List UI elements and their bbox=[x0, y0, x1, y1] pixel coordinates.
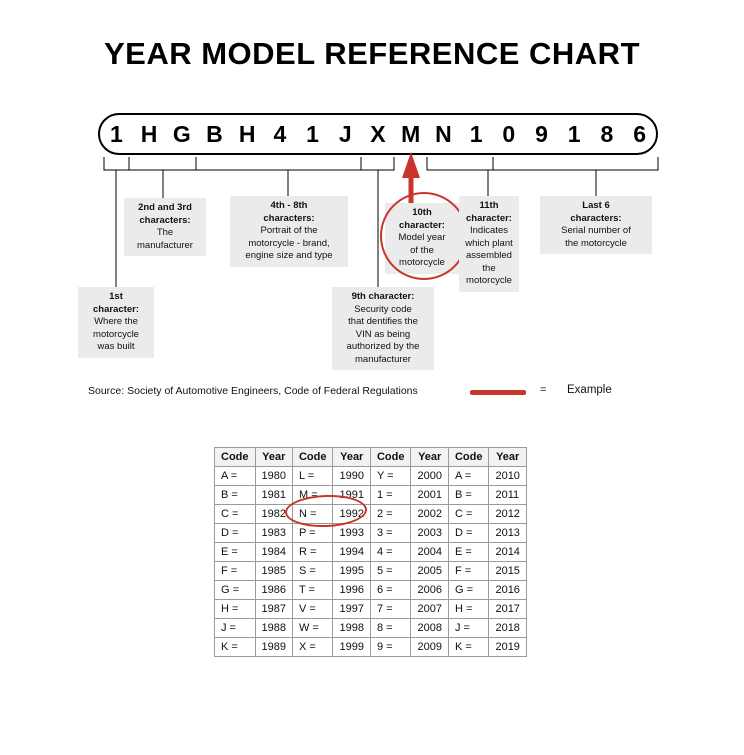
callout-last-six-line-3: Serial number of bbox=[561, 225, 631, 237]
cell-code: H = bbox=[448, 600, 489, 619]
cell-year: 2007 bbox=[411, 600, 448, 619]
callout-tenth-line-4: of the bbox=[410, 244, 434, 256]
cell-code: F = bbox=[215, 562, 256, 581]
vin-char-9: X bbox=[370, 120, 386, 147]
callout-eleventh-line-2: character: bbox=[466, 212, 512, 224]
cell-code: W = bbox=[292, 619, 333, 638]
vin-char-10: M bbox=[401, 120, 421, 147]
table-row bbox=[215, 581, 527, 600]
cell-code: 4 = bbox=[370, 543, 411, 562]
cell-year: 2006 bbox=[411, 581, 448, 600]
callout-first-character-line-1: 1st bbox=[109, 291, 123, 302]
vin-char-7: 1 bbox=[306, 120, 319, 147]
cell-code: H = bbox=[215, 600, 256, 619]
callout-tenth-line-5: motorcycle bbox=[399, 257, 445, 269]
cell-code: N = bbox=[292, 505, 333, 524]
cell-year: 2011 bbox=[489, 486, 526, 505]
cell-year: 2010 bbox=[489, 467, 526, 486]
cell-code: T = bbox=[292, 581, 333, 600]
vin-char-16: 8 bbox=[600, 120, 614, 147]
table-row bbox=[215, 505, 527, 524]
year-code-table-container bbox=[214, 447, 527, 657]
cell-year: 2013 bbox=[489, 524, 526, 543]
cell-code: Y = bbox=[370, 467, 411, 486]
cell-code: X = bbox=[292, 638, 333, 657]
callout-first-character-line-4: motorcycle bbox=[93, 328, 139, 340]
cell-year: 2019 bbox=[489, 638, 526, 657]
cell-year: 1995 bbox=[333, 562, 370, 581]
cell-year: 1989 bbox=[255, 638, 292, 657]
vin-char-15: 1 bbox=[567, 120, 581, 147]
cell-code: C = bbox=[448, 505, 489, 524]
cell-year: 2012 bbox=[489, 505, 526, 524]
table-row bbox=[215, 619, 527, 638]
callout-ninth-line-2: Security code bbox=[354, 303, 412, 315]
cell-year: 1983 bbox=[255, 524, 292, 543]
cell-year: 1987 bbox=[255, 600, 292, 619]
table-row bbox=[215, 467, 527, 486]
cell-code: D = bbox=[215, 524, 256, 543]
cell-year: 1986 bbox=[255, 581, 292, 600]
cell-year: 2017 bbox=[489, 600, 526, 619]
page-title: YEAR MODEL REFERENCE CHART bbox=[103, 36, 641, 71]
table-row bbox=[215, 543, 527, 562]
vin-char-12: 1 bbox=[469, 120, 483, 147]
cell-code: J = bbox=[215, 619, 256, 638]
cell-code: G = bbox=[215, 581, 256, 600]
callout-tenth-line-2: character: bbox=[399, 219, 445, 231]
cell-code: 2 = bbox=[370, 505, 411, 524]
cell-year: 2015 bbox=[489, 562, 526, 581]
callout-second-third-line-4: manufacturer bbox=[137, 239, 193, 251]
col-header-code-4: Code bbox=[448, 448, 489, 467]
legend-equals-sign: = bbox=[540, 384, 547, 396]
vin-char-17: 6 bbox=[633, 120, 646, 147]
year-code-table bbox=[214, 447, 527, 657]
cell-year: 1980 bbox=[255, 467, 292, 486]
callout-second-third-line-2: characters: bbox=[139, 214, 191, 226]
vin-bar bbox=[98, 113, 658, 155]
cell-code: K = bbox=[448, 638, 489, 657]
cell-year: 2009 bbox=[411, 638, 448, 657]
cell-year: 2014 bbox=[489, 543, 526, 562]
cell-code: 9 = bbox=[370, 638, 411, 657]
cell-year-highlighted: 1991 bbox=[333, 486, 370, 505]
callout-eleventh-line-1: 11th bbox=[479, 200, 499, 211]
source-note: Source: Society of Automotive Engineers, Code of Federal Regulations bbox=[88, 385, 418, 397]
vin-char-14: 9 bbox=[535, 120, 548, 147]
cell-code: C = bbox=[215, 505, 256, 524]
cell-code-highlighted: M = bbox=[292, 486, 333, 505]
cell-year: 1988 bbox=[255, 619, 292, 638]
cell-year: 1984 bbox=[255, 543, 292, 562]
cell-year: 1997 bbox=[333, 600, 370, 619]
vin-char-11: N bbox=[435, 120, 452, 147]
cell-year: 2008 bbox=[411, 619, 448, 638]
cell-code: 8 = bbox=[370, 619, 411, 638]
callout-ninth-character bbox=[332, 287, 434, 370]
table-row bbox=[215, 524, 527, 543]
callout-eleventh-character bbox=[459, 196, 519, 292]
vin-char-2: H bbox=[140, 120, 158, 147]
callout-fourth-eighth-line-1: 4th - 8th bbox=[270, 200, 308, 211]
col-header-year-1: Year bbox=[255, 448, 292, 467]
table-row bbox=[215, 638, 527, 657]
vin-char-13: 0 bbox=[502, 120, 516, 147]
callout-first-character-line-2: character: bbox=[93, 303, 139, 315]
vin-char-4: B bbox=[206, 120, 223, 147]
cell-code: K = bbox=[215, 638, 256, 657]
callout-eleventh-line-5: assembled bbox=[466, 250, 512, 262]
cell-code: 5 = bbox=[370, 562, 411, 581]
cell-code: 6 = bbox=[370, 581, 411, 600]
col-header-year-4: Year bbox=[489, 448, 526, 467]
callout-fourth-eighth-characters bbox=[230, 196, 348, 267]
callout-ninth-line-1: 9th character: bbox=[351, 291, 415, 302]
callout-ninth-line-6: manufacturer bbox=[355, 353, 411, 365]
cell-code: 3 = bbox=[370, 524, 411, 543]
table-header-row bbox=[215, 448, 527, 467]
callout-last-six-line-4: the motorcycle bbox=[565, 237, 627, 249]
callout-ninth-line-3: that dentifies the bbox=[348, 316, 418, 328]
cell-year: 1990 bbox=[333, 467, 370, 486]
cell-year: 2001 bbox=[411, 486, 448, 505]
cell-year: 2016 bbox=[489, 581, 526, 600]
cell-code: 1 = bbox=[370, 486, 411, 505]
cell-year: 2018 bbox=[489, 619, 526, 638]
callout-eleventh-line-7: motorcycle bbox=[466, 275, 512, 287]
callout-second-third-line-3: The bbox=[156, 227, 174, 239]
col-header-code-2: Code bbox=[292, 448, 333, 467]
vin-char-8: J bbox=[338, 120, 352, 147]
callout-last-six-characters bbox=[540, 196, 652, 254]
table-row bbox=[215, 562, 527, 581]
cell-year: 1981 bbox=[255, 486, 292, 505]
table-row bbox=[215, 486, 527, 505]
cell-year: 2005 bbox=[411, 562, 448, 581]
cell-code: P = bbox=[292, 524, 333, 543]
vin-char-3: G bbox=[172, 120, 191, 147]
callout-first-character-line-5: was built bbox=[97, 341, 135, 353]
callout-last-six-line-1: Last 6 bbox=[582, 200, 610, 211]
callout-tenth-line-3: Model year bbox=[398, 232, 446, 244]
cell-code: B = bbox=[448, 486, 489, 505]
callout-first-character bbox=[78, 287, 154, 358]
col-header-year-3: Year bbox=[411, 448, 448, 467]
callout-fourth-eighth-line-5: engine size and type bbox=[245, 250, 333, 262]
callout-first-character-line-3: Where the bbox=[94, 316, 138, 328]
cell-year: 2002 bbox=[411, 505, 448, 524]
vin-char-6: 4 bbox=[273, 120, 287, 147]
cell-code: S = bbox=[292, 562, 333, 581]
callout-second-third-characters bbox=[124, 198, 206, 256]
cell-year: 1994 bbox=[333, 543, 370, 562]
callout-eleventh-line-4: which plant bbox=[465, 237, 513, 249]
cell-code: D = bbox=[448, 524, 489, 543]
callout-ninth-line-5: authorized by the bbox=[346, 341, 420, 353]
vin-char-5: H bbox=[238, 120, 256, 147]
cell-code: B = bbox=[215, 486, 256, 505]
cell-year: 1998 bbox=[333, 619, 370, 638]
legend-example-label: Example bbox=[567, 384, 612, 396]
cell-code: L = bbox=[292, 467, 333, 486]
vin-char-1: 1 bbox=[109, 120, 123, 147]
cell-code: R = bbox=[292, 543, 333, 562]
cell-code: F = bbox=[448, 562, 489, 581]
col-header-code-3: Code bbox=[370, 448, 411, 467]
callout-ninth-line-4: VIN as being bbox=[355, 328, 411, 340]
cell-year: 1999 bbox=[333, 638, 370, 657]
cell-year: 2004 bbox=[411, 543, 448, 562]
cell-year: 2000 bbox=[411, 467, 448, 486]
callout-eleventh-line-3: Indicates bbox=[469, 225, 509, 237]
cell-code: G = bbox=[448, 581, 489, 600]
cell-year: 2003 bbox=[411, 524, 448, 543]
callout-tenth-character bbox=[385, 203, 459, 274]
cell-code: 7 = bbox=[370, 600, 411, 619]
callout-last-six-line-2: characters: bbox=[570, 212, 622, 224]
cell-code: V = bbox=[292, 600, 333, 619]
col-header-year-2: Year bbox=[333, 448, 370, 467]
cell-year: 1992 bbox=[333, 505, 370, 524]
cell-code: A = bbox=[215, 467, 256, 486]
callout-tenth-line-1: 10th bbox=[412, 207, 432, 218]
callout-eleventh-line-6: the bbox=[482, 262, 496, 274]
vin-bar-container bbox=[98, 113, 658, 155]
callout-second-third-line-1: 2nd and 3rd bbox=[138, 202, 192, 213]
cell-code: E = bbox=[448, 543, 489, 562]
cell-year: 1993 bbox=[333, 524, 370, 543]
cell-year: 1996 bbox=[333, 581, 370, 600]
cell-year: 1985 bbox=[255, 562, 292, 581]
legend-example-bar bbox=[470, 390, 526, 395]
cell-year: 1982 bbox=[255, 505, 292, 524]
cell-code: J = bbox=[448, 619, 489, 638]
callout-fourth-eighth-line-2: characters: bbox=[263, 212, 315, 224]
callout-fourth-eighth-line-4: motorcycle - brand, bbox=[248, 237, 330, 249]
table-row bbox=[215, 600, 527, 619]
cell-code: A = bbox=[448, 467, 489, 486]
callout-fourth-eighth-line-3: Portrait of the bbox=[260, 225, 318, 237]
cell-code: E = bbox=[215, 543, 256, 562]
col-header-code-1: Code bbox=[215, 448, 256, 467]
